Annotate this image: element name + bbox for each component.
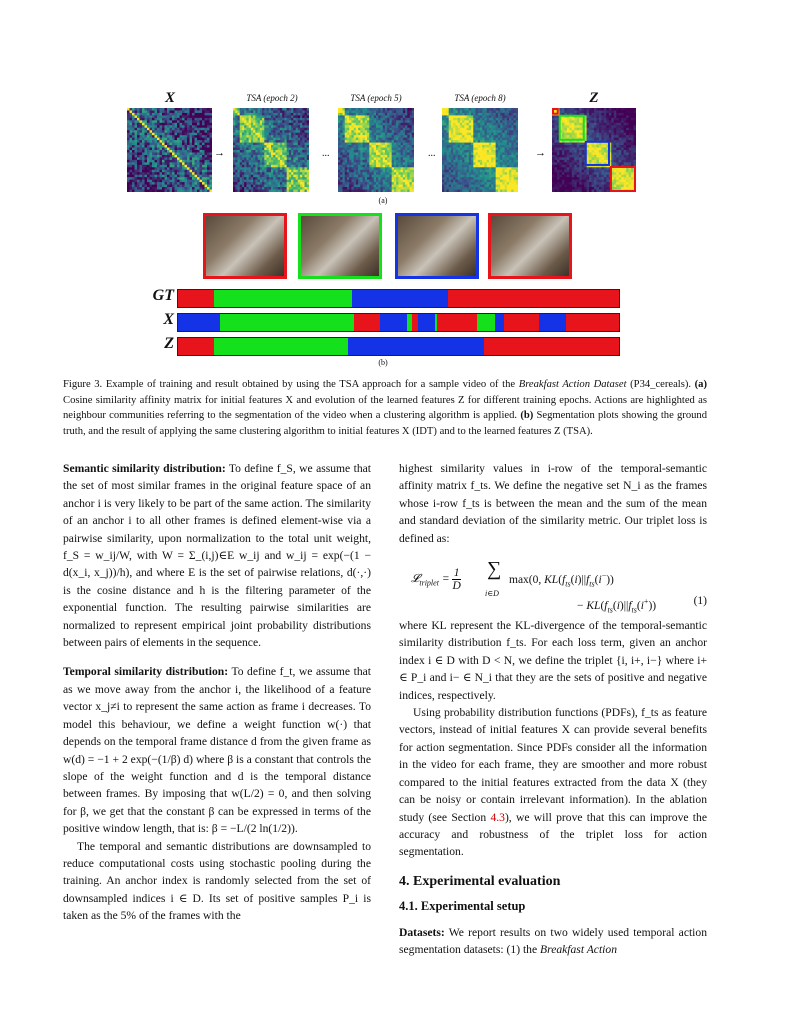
figure-caption [63, 377, 707, 439]
affinity-matrix-epoch2 [233, 108, 309, 192]
segment [484, 338, 619, 355]
subfigure-a-label: (a) [378, 196, 388, 205]
segment [348, 338, 483, 355]
ellipsis: ... [322, 148, 330, 159]
segment [354, 314, 380, 331]
caption-label: Figure 3. [63, 379, 103, 390]
paragraph-datasets [399, 924, 707, 959]
segment [214, 338, 349, 355]
seg-label-gt: GT [152, 287, 174, 304]
caption-text: Example of training and result obtained by using the TSA approach for a sample video of the [105, 379, 516, 390]
heading-semantic: Semantic similarity distribution: [63, 462, 226, 475]
segment [566, 314, 619, 331]
text-temporal: To define f_t, we assume that as we move away from the anchor i, the likelihood of a feature vector x_j≠i to represent the same action as frame i decreases. To model this behaviour, we define a weight function w(·) that depends on the temporal frame distance d from the given frame as w(d) = −1 + 2 exp(−(1/β) d) where β is a constant that controls the slope of the weight function and d is the temporal distance between frames. By imposing that w(L/2) = 0, and then solving for β, we get that the constant β can be expressed in terms of the positive window length, that is: β = −L/(2 ln(1/2)). [63, 665, 371, 836]
segment [380, 314, 407, 331]
heading-temporal: Temporal similarity distribution: [63, 665, 229, 679]
segment [504, 314, 539, 331]
caption-text: Cosine similarity affinity matrix for initial features X and evolution of the learned features Z for different training epochs. Actions are highlighted as neighbour communities referring to the segmentation of the video when a clustering algorithm is applied. [63, 394, 707, 421]
video-frame-1 [203, 213, 287, 279]
matrix-label-x: X [164, 90, 175, 106]
ellipsis: ... [428, 148, 436, 159]
text-pdf: Using probability distribution functions (PDFs), f_ts as feature vectors, instead of initial features X can provide several benefits for action segmentation. Since PDFs consider all the information in the video for each frame, they are smoother and more robust compared to the initial features extracted from the data X (they can be noisy or contain irrelevant information). In the ablation study (see Section [399, 706, 707, 824]
segment [178, 338, 214, 355]
arrow-icon: → [535, 147, 546, 159]
text-pdf: ), we will prove that this can improve the accuracy and robustness of the triplet loss for action segmentation. [399, 810, 707, 859]
paragraph-pdf [399, 704, 707, 861]
text-datasets: We report results on two widely used temporal action segmentation datasets: (1) the [399, 925, 707, 956]
equation-number: (1) [693, 595, 707, 608]
text-dataset-name: Breakfast Action [540, 942, 617, 956]
section-ref-link[interactable]: 4.3 [490, 810, 505, 824]
video-frame-2 [298, 213, 382, 279]
caption-dataset: Breakfast Action Dataset [518, 379, 627, 390]
left-column [63, 460, 371, 925]
seg-label-x: X [163, 311, 174, 328]
affinity-matrix-x [127, 108, 212, 192]
segment [418, 314, 435, 331]
affinity-matrix-epoch8 [442, 108, 518, 192]
caption-b-label: (b) [520, 410, 534, 421]
video-frame-3 [395, 213, 479, 279]
right-column [399, 460, 707, 958]
heading-datasets: Datasets: [399, 925, 445, 939]
segment [178, 290, 214, 307]
matrix-label-z: Z [589, 90, 599, 106]
segment [539, 314, 566, 331]
affinity-matrix-epoch5 [338, 108, 414, 192]
seg-bar-gt [177, 289, 620, 308]
text-semantic: To define f_S, we assume that the set of most similar frames in the original feature space of an anchor i is very likely to be part of the same action. The similarity of an anchor i to all other frames is defined element-wise via a pairwise similarity, upon normalization to the total unit weight, f_S = w_ij/W, with W = Σ_(i,j)∈E w_ij and w_ij = exp(−(1 − d(x_i, x_j))/h), and where E is the set of pairwise relations, d(·,·) is the cosine distance and h is the filtering parameter of the exponential function. The resulting pairwise similarities are normalized to represent empirical joint probability distributions between pairs of elements in the sequence. [63, 462, 371, 650]
seg-bar-z [177, 337, 620, 356]
caption-a-label: (a) [694, 379, 708, 390]
matrix-label-epoch8: TSA (epoch 8) [454, 93, 506, 103]
affinity-matrix-z [552, 108, 636, 192]
seg-bar-x [177, 313, 620, 332]
video-frame-4 [488, 213, 572, 279]
arrow-icon: → [214, 147, 225, 159]
triplet-loss-equation: 𝓛$_{triplet}$ = $\frac{1}{D}$ ∑ i∈D max(0, $KL(f_{ts}(i)||f_{ts}(i^-))$ − $KL(f_{ts}(i)||f_{ts}(i^+))$ (1) [411, 558, 707, 615]
paragraph-downsample: The temporal and semantic distributions are downsampled to reduce computational costs using stochastic pooling during the training. An anchor index is randomly selected from the set of downsampled indices i ∈ D. Its set of positive samples P_i is taken as the 5% of the frames with the [63, 839, 371, 923]
subfigure-b-label: (b) [378, 358, 388, 367]
matrix-label-epoch5: TSA (epoch 5) [350, 93, 402, 103]
paragraph-temporal [63, 663, 371, 837]
paragraph-where: where KL represent the KL-divergence of the temporal-semantic similarity distribution f_ts. For each loss term, given an anchor index i ∈ D with D < N, we define the triplet {i, i+, i−} where i+ ∈ P_i and i− ∈ N_i that they are the sets of positive and negative indices, respectively. [399, 619, 707, 702]
segment [495, 314, 504, 331]
segment [214, 290, 352, 307]
segment [477, 314, 495, 331]
caption-text: Segmentation plots showing the ground truth, and the result of applying the same clustering algorithm to initial features X (IDT) and to the learned features Z (TSA). [63, 410, 708, 437]
paragraph-continued: highest similarity values in i-row of the temporal-semantic affinity matrix f_ts. We define the negative set N_i as the frames whose i-row f_ts is between the mean and the sum of the mean and standard deviation of the similarity metric. Our triplet loss is defined as: [399, 462, 707, 545]
segment [352, 290, 449, 307]
segment [448, 290, 619, 307]
matrix-label-epoch2: TSA (epoch 2) [246, 93, 298, 103]
seg-label-z: Z [164, 335, 174, 352]
subsection-title: 4.1. Experimental setup [399, 899, 526, 914]
paragraph-semantic [63, 460, 371, 651]
segment [220, 314, 355, 331]
segment [437, 314, 477, 331]
segment [178, 314, 220, 331]
caption-text: (P34_cereals). [630, 379, 692, 390]
section-title: 4. Experimental evaluation [399, 873, 561, 889]
